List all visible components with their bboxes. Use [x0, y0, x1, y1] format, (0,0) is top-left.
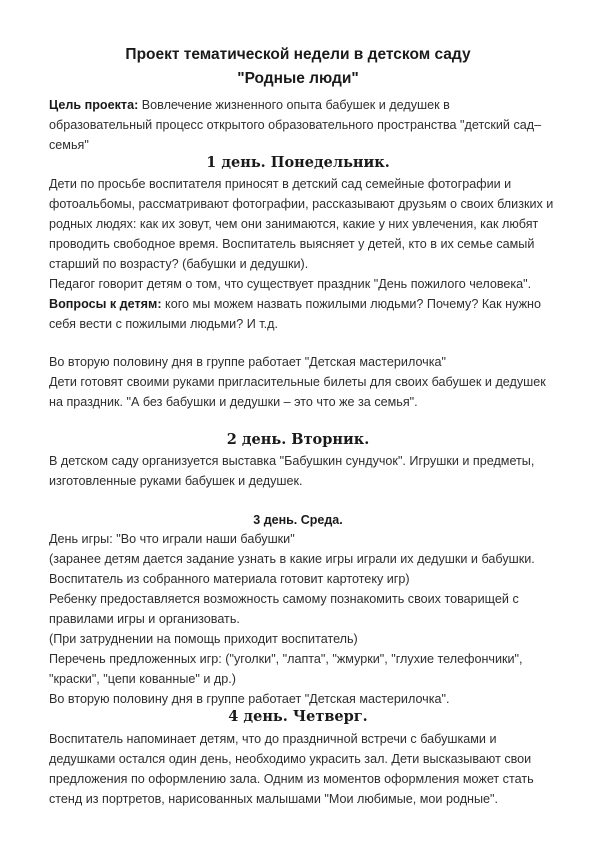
day2-line: изготовленные руками бабушек и дедушек. — [49, 474, 303, 488]
day1-line: Дети по просьбе воспитателя приносят в детский сад семейные фотографии и — [49, 177, 512, 191]
day1-line: фотоальбомы, рассматривают фотографии, рассказывают друзьям о своих близких и — [49, 197, 554, 211]
document-title-line-1: Проект тематической недели в детском саду — [125, 46, 471, 63]
day1-questions-line-2: себя вести с пожилыми людьми? И т.д. — [49, 317, 278, 331]
day1-heading: 1 день. Понедельник. — [206, 154, 390, 171]
goal-paragraph-line-3: семья" — [49, 138, 89, 152]
day3-heading: 3 день. Среда. — [253, 513, 343, 527]
day4-line: стенд из портретов, нарисованных малышами "Мои любимые, мои родные". — [49, 792, 499, 806]
questions-label: Вопросы к детям: — [49, 297, 162, 311]
day3-line: Ребенку предоставляется возможность самому познакомить своих товарищей с — [49, 592, 519, 606]
day3-line: (При затруднении на помощь приходит воспитатель) — [49, 632, 358, 646]
day3-line: (заранее детям дается задание узнать в какие игры играли их дедушки и бабушки. — [49, 552, 535, 566]
day3-line: правилами игры и организовать. — [49, 612, 240, 626]
goal-paragraph-line-1 — [49, 97, 450, 113]
day1-line: проводить свободное время. Воспитатель выясняет у детей, кто в их семье самый — [49, 237, 535, 251]
day4-heading: 4 день. Четверг. — [228, 708, 368, 725]
day3-line: Во вторую половину дня в группе работает "Детская мастерилочка". — [49, 692, 450, 706]
day1-afternoon-line: на праздник. "А без бабушки и дедушки – это что же за семья". — [49, 395, 418, 409]
document-title-line-2: "Родные люди" — [237, 70, 359, 87]
day2-heading: 2 день. Вторник. — [226, 431, 370, 448]
day3-line: Воспитатель из собранного материала готовит картотеку игр) — [49, 572, 410, 586]
day1-line: Педагог говорит детям о том, что существует праздник "День пожилого человека". — [49, 277, 532, 291]
day1-questions-line-1 — [49, 296, 541, 312]
day2-line: В детском саду организуется выставка "Бабушкин сундучок". Игрушки и предметы, — [49, 454, 535, 468]
questions-text: кого мы можем назвать пожилыми людьми? Почему? Как нужно — [161, 297, 541, 311]
day4-line: дедушками остался один день, необходимо украсить зал. Дети высказывают свои — [49, 752, 532, 766]
day4-line: предложения по оформлению зала. Одним из моментов оформления может стать — [49, 772, 534, 786]
goal-text-1: Вовлечение жизненного опыта бабушек и дедушек в — [138, 98, 450, 112]
day3-line: Перечень предложенных игр: ("уголки", "лапта", "жмурки", "глухие телефончики", — [49, 652, 523, 666]
day1-afternoon-line: Дети готовят своими руками пригласительные билеты для своих бабушек и дедушек — [49, 375, 546, 389]
day1-line: старший по возрасту? (бабушки и дедушки). — [49, 257, 309, 271]
goal-paragraph-line-2: образовательный процесс открытого образовательного пространства "детский сад– — [49, 118, 542, 132]
day3-line: День игры: "Во что играли наши бабушки" — [49, 532, 295, 546]
day4-line: Воспитатель напоминает детям, что до праздничной встречи с бабушками и — [49, 732, 497, 746]
goal-label: Цель проекта: — [49, 98, 139, 112]
day3-line: "краски", "цепи кованные" и др.) — [49, 672, 236, 686]
day1-afternoon-line: Во вторую половину дня в группе работает "Детская мастерилочка" — [49, 355, 446, 369]
day1-line: родных людях: как их зовут, чем они занимаются, какие у них увлечения, как любят — [49, 217, 539, 231]
